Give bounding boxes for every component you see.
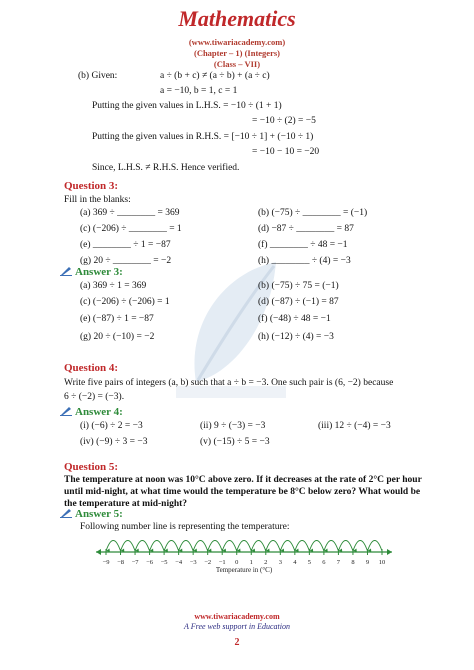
answer-4-heading — [60, 406, 123, 418]
part-b-given-expression: a ÷ (b + c) ≠ (a ÷ b) + (a ÷ c) — [160, 71, 270, 81]
number-line-tick-label: 8 — [351, 559, 355, 566]
number-line-tick-label: 7 — [336, 559, 341, 566]
number-line-hop-arc — [338, 541, 353, 552]
number-line-tick-label: −7 — [131, 559, 139, 566]
number-line-left-arrow — [96, 549, 101, 555]
a4-item-iii: (iii) 12 ÷ (−4) = −3 — [318, 421, 391, 431]
q3-item-c: (c) (−206) ÷ ________ = 1 — [80, 224, 182, 234]
number-line-hop-arc — [150, 541, 165, 552]
number-line-tick-label: 6 — [322, 559, 326, 566]
number-line-caption: Temperature in (°C) — [215, 566, 273, 574]
number-line-hop-arc — [280, 541, 295, 552]
number-line-tick-label: 4 — [293, 559, 297, 566]
a3-item-c: (c) (−206) ÷ (−206) = 1 — [80, 297, 170, 307]
number-line-tick-label: −1 — [218, 559, 226, 566]
question-5-heading: Question 5: — [64, 461, 119, 473]
header-site-link[interactable]: (www.tiwariacademy.com) — [188, 37, 286, 47]
part-b-values: a = −10, b = 1, c = 1 — [160, 86, 238, 96]
footer-url-link[interactable]: www.tiwariacademy.com — [194, 612, 280, 621]
number-line-tick-label: 1 — [249, 559, 253, 566]
a3-item-f: (f) (−48) ÷ 48 = −1 — [258, 314, 331, 324]
a3-item-b: (b) (−75) ÷ 75 = (−1) — [258, 281, 339, 291]
number-line-hop-arc — [266, 541, 281, 552]
number-line-tick-label: −9 — [102, 559, 110, 566]
number-line-hop-arc — [208, 541, 223, 552]
answer-3-heading-text: Answer 3: — [75, 266, 123, 278]
number-line-tick-label: 10 — [378, 559, 386, 566]
pen-icon — [60, 508, 72, 518]
number-line-hop-arc — [135, 541, 150, 552]
question-5-line-3: the temperature at mid-night? — [64, 499, 188, 509]
a4-item-ii: (ii) 9 ÷ (−3) = −3 — [200, 421, 266, 431]
number-line-hop-arc — [179, 541, 194, 552]
question-3-prompt: Fill in the blanks: — [64, 195, 131, 205]
q3-item-a: (a) 369 ÷ ________ = 369 — [80, 208, 180, 218]
header-chapter: (Chapter – 1) (Integers) — [193, 48, 280, 58]
number-line-hop-arc — [309, 541, 324, 552]
part-b-rhs-step: = −10 − 10 = −20 — [252, 147, 320, 157]
a4-item-iv: (iv) (−9) ÷ 3 = −3 — [80, 437, 148, 447]
number-line-hop-arc — [237, 541, 252, 552]
pen-icon — [60, 406, 72, 416]
number-line-hop-arc — [121, 541, 136, 552]
question-4-heading: Question 4: — [64, 362, 119, 374]
q3-item-f: (f) ________ ÷ 48 = −1 — [258, 240, 348, 250]
part-b-conclusion: Since, L.H.S. ≠ R.H.S. Hence verified. — [92, 163, 240, 173]
number-line-tick-label: 5 — [307, 559, 311, 566]
a3-item-e: (e) (−87) ÷ 1 = −87 — [80, 314, 154, 324]
number-line-hop-arc — [193, 541, 208, 552]
a3-item-d: (d) (−87) ÷ (−1) = 87 — [258, 297, 339, 307]
part-b-given-label: (b) Given: — [78, 71, 118, 81]
number-line-tick-label: −5 — [160, 559, 168, 566]
part-b-lhs: Putting the given values in L.H.S. = −10 ÷ (1 + 1) — [92, 101, 282, 111]
number-line-hop-arc — [295, 541, 310, 552]
question-4-line-1: Write five pairs of integers (a, b) such that a ÷ b = −3. One such pair is (6, −2) because — [64, 378, 394, 388]
a3-item-a: (a) 369 ÷ 1 = 369 — [80, 281, 147, 291]
question-4-line-2: 6 ÷ (−2) = (−3). — [64, 392, 125, 402]
a4-item-v: (v) (−15) ÷ 5 = −3 — [200, 437, 270, 447]
number-line-tick-label: −8 — [117, 559, 124, 566]
answer-5-heading — [60, 508, 123, 520]
number-line-hop-arc — [324, 541, 339, 552]
answer-3-heading — [60, 266, 123, 278]
number-line-hop-arc — [367, 541, 382, 552]
page-number: 2 — [234, 637, 240, 648]
number-line-tick-label: −3 — [189, 559, 197, 566]
number-line-tick-label: 2 — [264, 559, 268, 566]
a3-item-g: (g) 20 ÷ (−10) = −2 — [80, 332, 155, 342]
number-line-tick-label: 9 — [365, 559, 370, 566]
number-line-hop-arc — [251, 541, 266, 552]
number-line-tick-label: 3 — [278, 559, 282, 566]
header-class: (Class – VII) — [213, 59, 261, 69]
pen-icon — [60, 266, 72, 276]
number-line-tick-label: −6 — [146, 559, 154, 566]
answer-5-text: Following number line is representing the temperature: — [80, 522, 290, 532]
number-line-tick-label: −2 — [204, 559, 212, 566]
number-line-tick-label: 0 — [235, 559, 239, 566]
part-b-rhs: Putting the given values in R.H.S. = [−10 ÷ 1] + (−10 ÷ 1) — [92, 132, 314, 142]
question-5-line-2: until mid-night, at what time would the temperature be 8°C below zero? What would be — [64, 487, 421, 497]
answer-4-heading-text: Answer 4: — [75, 406, 123, 418]
number-line-hop-arc — [222, 541, 237, 552]
number-line-hop-arc — [164, 541, 179, 552]
question-5-line-1: The temperature at noon was 10°C above zero. If it decreases at the rate of 2°C per hour — [64, 475, 422, 485]
temperature-number-line — [94, 526, 394, 574]
number-line-hop-arc — [106, 541, 121, 552]
q3-item-b: (b) (−75) ÷ ________ = (−1) — [258, 208, 368, 218]
q3-item-d: (d) −87 ÷ ________ = 87 — [258, 224, 354, 234]
part-b-lhs-step: = −10 ÷ (2) = −5 — [252, 116, 316, 126]
number-line-tick-label: −4 — [175, 559, 183, 566]
a3-item-h: (h) (−12) ÷ (4) = −3 — [258, 332, 334, 342]
q3-item-e: (e) ________ ÷ 1 = −87 — [80, 240, 171, 250]
number-line-hop-arc — [353, 541, 368, 552]
a4-item-i: (i) (−6) ÷ 2 = −3 — [80, 421, 143, 431]
answer-5-heading-text: Answer 5: — [75, 508, 123, 520]
footer-tagline: A Free web support in Education — [184, 622, 290, 631]
page-title: Mathematics — [178, 6, 296, 31]
q3-item-g: (g) 20 ÷ ________ = −2 — [80, 256, 172, 266]
question-3-heading: Question 3: — [64, 180, 119, 192]
number-line-right-arrow — [387, 549, 392, 555]
q3-item-h: (h) ________ ÷ (4) = −3 — [258, 256, 351, 266]
